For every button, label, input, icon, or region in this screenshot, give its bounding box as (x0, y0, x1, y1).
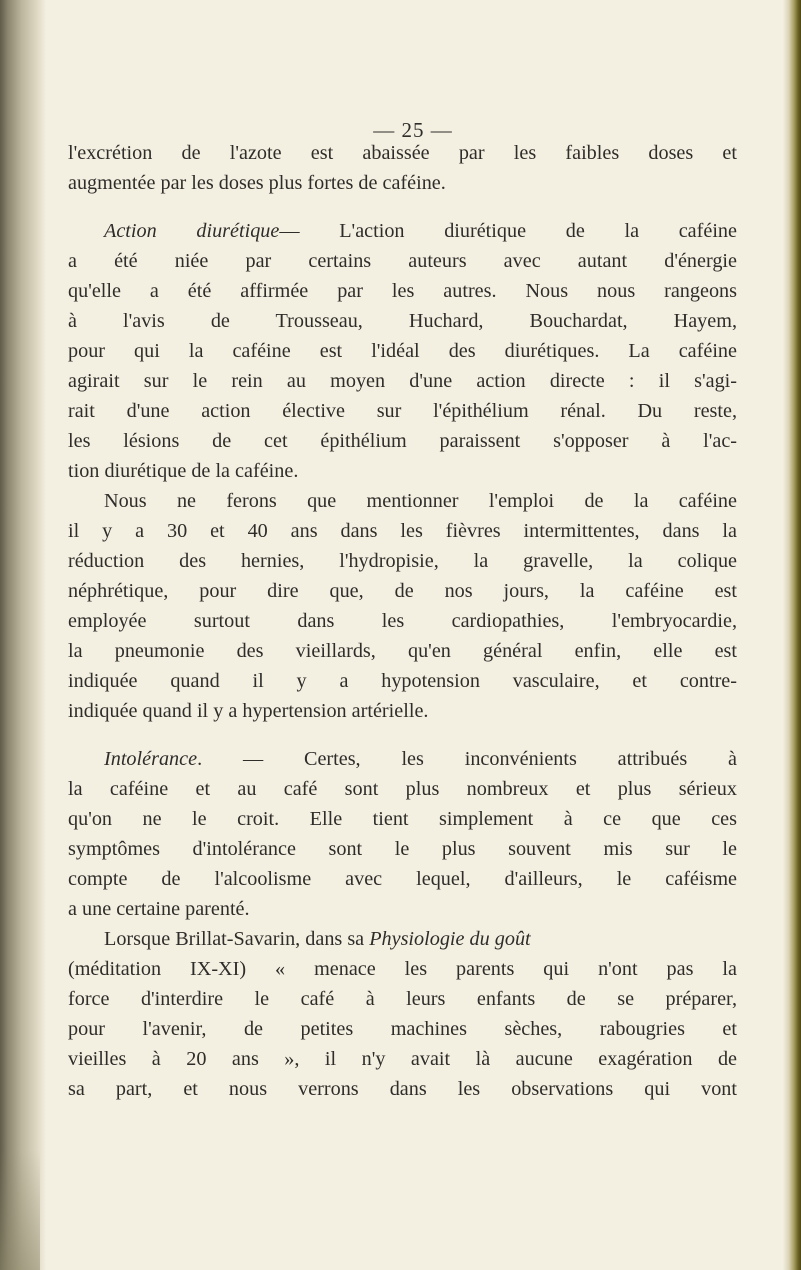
text-line: indiquée quand il y a hypertension artérielle. (68, 700, 429, 722)
text-line: compte de l'alcoolisme avec lequel, d'ailleurs, le caféisme (68, 868, 737, 890)
page-corner-stain (0, 1150, 40, 1270)
text-line: vieilles à 20 ans », il n'y avait là aucune exagération de (68, 1048, 737, 1070)
text-line: force d'interdire le café à leurs enfants de se préparer, (68, 988, 737, 1010)
text-line: (méditation IX-XI) « menace les parents qui n'ont pas la (68, 958, 737, 980)
text-line: Nous ne ferons que mentionner l'emploi de la caféine (104, 490, 737, 512)
text-line: indiquée quand il y a hypotension vasculaire, et contre- (68, 670, 737, 692)
text-line: qu'on ne le croit. Elle tient simplement à ce que ces (68, 808, 737, 830)
text-line: qu'elle a été affirmée par les autres. Nous nous rangeons (68, 280, 737, 302)
text-line: pour l'avenir, de petites machines sèches, rabougries et (68, 1018, 737, 1040)
text-line: les lésions de cet épithélium paraissent s'opposer à l'ac- (68, 430, 737, 452)
text-line: l'excrétion de l'azote est abaissée par les faibles doses et (68, 142, 737, 164)
section-heading-action: Action diurétique (104, 220, 280, 242)
text-line: employée surtout dans les cardiopathies, l'embryocardie, (68, 610, 737, 632)
text-line: rait d'une action élective sur l'épithélium rénal. Du reste, (68, 400, 737, 422)
page-number: — 25 — (373, 118, 453, 142)
text-line: Action diurétique— L'action diurétique de la caféine (104, 220, 737, 242)
text-line: sa part, et nous verrons dans les observations qui vont (68, 1078, 737, 1100)
section-heading-intolerance: Intolérance (104, 748, 198, 770)
page-edge-right (783, 0, 801, 1270)
text-line: a une certaine parenté. (68, 898, 250, 920)
text-line: il y a 30 et 40 ans dans les fièvres intermittentes, dans la (68, 520, 737, 542)
text-line: Lorsque Brillat-Savarin, dans sa Physiologie du goût (104, 928, 531, 950)
text-line: a été niée par certains auteurs avec autant d'énergie (68, 250, 737, 272)
document-page (68, 0, 758, 1270)
text-line: agirait sur le rein au moyen d'une action directe : il s'agi- (68, 370, 737, 392)
page-gutter-shadow (0, 0, 46, 1270)
text-line: néphrétique, pour dire que, de nos jours, la caféine est (68, 580, 737, 602)
text-line: augmentée par les doses plus fortes de caféine. (68, 172, 446, 194)
text-line: pour qui la caféine est l'idéal des diurétiques. La caféine (68, 340, 737, 362)
text-line: la caféine et au café sont plus nombreux et plus sérieux (68, 778, 737, 800)
text-line: réduction des hernies, l'hydropisie, la gravelle, la colique (68, 550, 737, 572)
text-line: symptômes d'intolérance sont le plus souvent mis sur le (68, 838, 737, 860)
text-line: tion diurétique de la caféine. (68, 460, 299, 482)
text-line: à l'avis de Trousseau, Huchard, Bouchardat, Hayem, (68, 310, 737, 332)
text-line: Intolérance. — Certes, les inconvénients attribués à (104, 748, 737, 770)
book-title: Physiologie du goût (369, 928, 531, 950)
text-line: la pneumonie des vieillards, qu'en général enfin, elle est (68, 640, 737, 662)
